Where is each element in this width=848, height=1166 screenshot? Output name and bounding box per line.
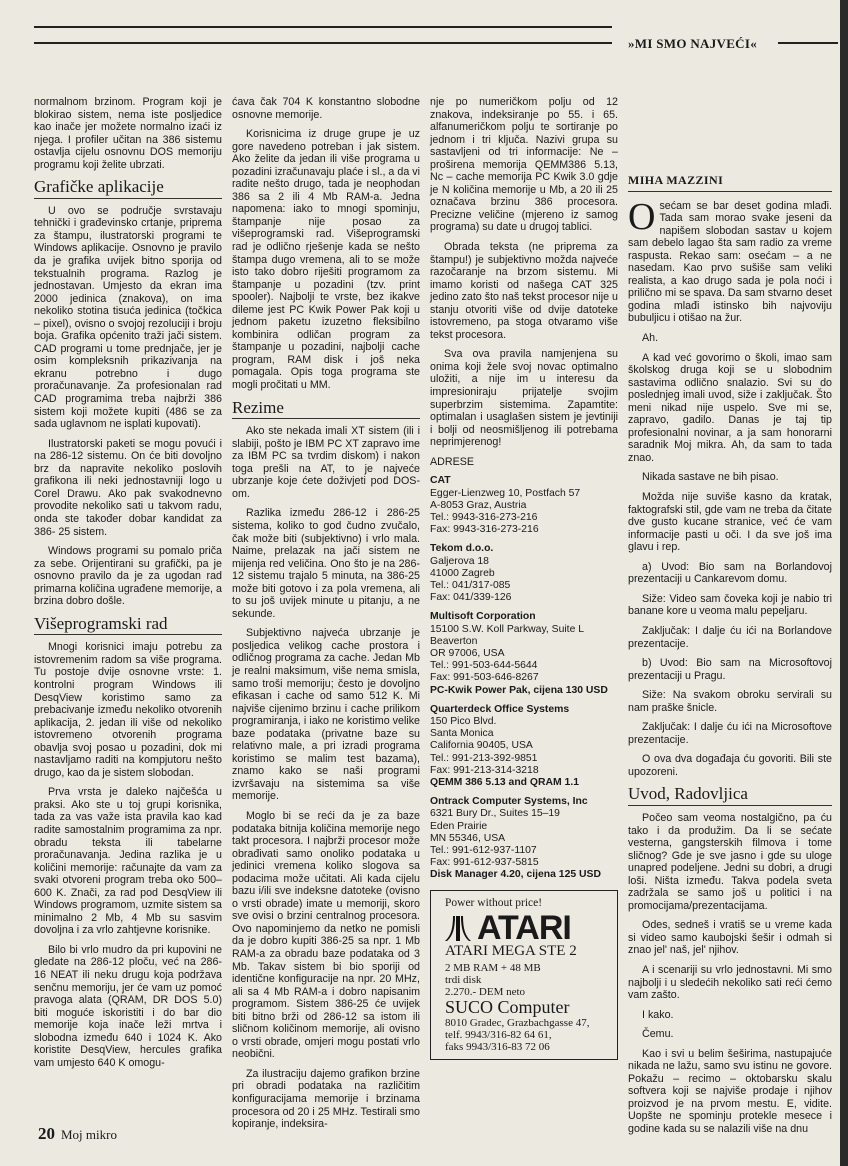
address-line: Multisoft Corporation [430, 611, 536, 623]
ad-disk: trdi disk [445, 973, 482, 986]
col1-paragraph: U ovo se područje svrstavaju tehnički i građevinsko crtanje, priprema za štampu, ilustratorski programi te Windows aplikacije. Osnovno je pravilo da je grafika uvijek bitno sporija od tekstualnih programa. Razlog je jednostavan. Umjesto da ekran ima 2000 jedinica (znakova), on ima nekoliko stotina tisuća jedinica (točkica – pixel), ovisno o svojoj rezoluciji i broju boja. Grafika općenito traži jači sistem. CAD programi u tome prednjače, jer je osim kompleksnih prikazivanja na ekranu potrebno i dugo proračunavanje. Za profesionalan rad CAD programima treba najbrži 386 sistem koji možete kupiti (486 se za sada uglavnom ne isplati kupovati). [34, 204, 222, 431]
magazine-name: Moj mikro [61, 1127, 117, 1142]
address-ontrack [430, 796, 618, 881]
col4-lead-text: sećam se bar deset godina mlađi. Tada sam morao svake jeseni da napišem slobodan sastav u kojem sam debelo lagao šta sam radio za vreme raspusta. Rekao sam: osećam – a ne nasedam. Kao prvo sušiše sam veliki realista, a kao drugo sada je pola noći i prilično mi se spava. Da sam stvarno deset godina mlađi istinsko bih najvoviju bubuljicu i otišao na žur. [628, 199, 832, 325]
address-line: 6321 Bury Dr., Suites 15–19 [430, 808, 560, 820]
column-3 [430, 96, 618, 1060]
heading-viseprogramski-rad: Višeprogramski rad [34, 618, 222, 636]
col2-intro: ćava čak 704 K konstantno slobodne osnovne memorije. [232, 96, 420, 121]
col4-paragraph: Zaključak: I dalje ću ići na Microsoftove prezentacije. [628, 721, 832, 746]
col4-paragraph: Počeo sam veoma nostalgično, pa ću tako i da produžim. Da li se sećate vesterna, gangsterskih filmova i tome sličnog? Gde je sve jasno i gde su uloge unapred podeljene. Jedni su dobri, a drugi loši. Ništa između. Takva podela sveta zadržala se samo još u politici i na promocijama/prezentacijama. [628, 811, 832, 912]
address-line: OR 97006, USA [430, 647, 505, 659]
column-1 [34, 96, 222, 1076]
col4-paragraph: a) Uvod: Bio sam na Borlandovoj prezentaciji u Cankarevom domu. [628, 560, 832, 586]
drop-cap: O [628, 195, 656, 238]
col4-paragraph: Ah. [642, 332, 659, 345]
col4-paragraph: Zaključak: I dalje ću ići na Borlandove prezentacije. [628, 624, 832, 650]
col4-paragraph: Odes, sedneš i vratiš se u vreme kada si video samo kaubojski šešir i odmah si znao jel' naš, jel' njihov. [628, 919, 832, 957]
address-line: 41000 Zagreb [430, 567, 495, 579]
col1-paragraph: Bilo bi vrlo mudro da pri kupovini ne gledate na 286-12 ploču, već na 286-16 NEAT ili neku drugu koja podržava senčnu memoriju, jer će vam uz pomoć pravoga alata (QRAM, DR DOS 5.0) biti moguće iskoristiti i do bar dio memorije koja inače leži mrtva i slobodna između 640 i 1024 K. Ako koristite DesqView, hercules grafika vam umjesto 640 K omogu- [34, 943, 222, 1069]
col1-paragraph: Windows programi su pomalo priča za sebe. Orijentirani su grafički, pa je osnovno pravilo da je za ugodan rad primarna količina ugrađene memorije, a brzina dobro došle. [34, 545, 222, 608]
address-line: Fax: 991-612-937-5815 [430, 857, 539, 869]
address-line: Disk Manager 4.20, cijena 125 USD [430, 869, 601, 881]
address-line: Fax: 991-503-646-8267 [430, 672, 539, 684]
ad-address: 8010 Gradec, Grazbachgasse 47, [445, 1017, 590, 1030]
address-line: Santa Monica [430, 728, 494, 740]
address-line: 15100 S.W. Koll Parkway, Suite L [430, 623, 585, 635]
adrese-label: ADRESE [430, 455, 474, 468]
ad-tel: telf. 9943/316-82 64 61, [445, 1029, 552, 1042]
atari-advertisement [430, 890, 618, 1061]
address-line: Tel.: 991-213-392-9851 [430, 752, 538, 764]
col4-paragraph: Kao i svi u belim šeširima, nastupajuće nikada ne lažu, samo svu istinu ne govore. Pokažu – recimo – oktobarsku skalu softvera koji se najviše prodaje i njihov proizvod je na prvom mestu. E, vidite. Uopšte ne spominju protekle mesece i godine kada su se nalazili više na dnu [628, 1047, 832, 1135]
col3-intro: nje po numeričkom polju od 12 znakova, indeksiranje po 55. i 65. alfanumeričkom polju te sortiranje po jednom i tri ključa. Nazivi grupa su sastavljeni od tri informacije: Ne – proširena memorija QEMM386 5.13, Nc – cache memorija PC Kwik 3.0 gdje je N količina memorije u Mb, a 20 ili 25 označava brzinu 386 procesora. Precizne veličine (mjereno iz samog programa) su date u drugoj tablici. [430, 96, 618, 234]
address-line: MN 55346, USA [430, 832, 506, 844]
col4-paragraph: A i scenariji su vrlo jednostavni. Mi smo najbolji i u sledećih nekoliko sati reći ćemo vam zašto. [628, 963, 832, 1002]
ad-specs: 2 MB RAM + 48 MB [445, 961, 541, 974]
ad-tagline: Power without price! [445, 896, 543, 909]
top-rule-right [778, 42, 838, 44]
address-line: Tel.: 041/317-085 [430, 579, 511, 591]
heading-uvod-radovljica: Uvod, Radovljica [628, 788, 832, 806]
col4-paragraph: Možda nije suviše kasno da kratak, faktografski stil, gde vam ne treba da čitate dve gusto kucane stranice, već će vam informacije pasti u oči. I da sve još ima glavu i rep. [628, 491, 832, 554]
ad-model: ATARI MEGA STE 2 [445, 943, 577, 960]
ad-price: 2.270.- DEM neto [445, 985, 526, 998]
col2-paragraph: Korisnicima iz druge grupe je uz gore navedeno potreban i jak sistem. Ako želite da jedan ili više programa u pozadini izračunavaju plaće i sl., a da vi radite nešto drugo, tada je neophodan 386 sa 2 ili 4 Mb RAM-a. Jedna napomena: iako to mnogi spominju, štampanje nije posao za višeprogramski rad. Višeprogramski rad je odlično rješenje kada se nešto štampa dugo vremena, ali to se može isto tako dobro riješiti programom za štampanje u pozadini (tzv. print spooler). Najbolji te vrste, bez ikakve dileme jest PC Kwik Power Pak koji u jednom paketu izuzetno fleksibilno kombinira odličan program za štampanje u pozadini, najbolji cache program, RAM disk i još neka pomagala. Opis toga programa ste mogli pročitati u MM. [232, 128, 420, 392]
address-tekom [430, 543, 618, 604]
address-line: Tekom d.o.o. [430, 543, 494, 555]
col4-paragraph: Nikada sastave ne bih pisao. [642, 471, 779, 484]
address-line: Tel.: 9943-316-273-216 [430, 511, 538, 523]
ad-logo-text: ATARI [477, 908, 571, 947]
page-edge [840, 0, 848, 1166]
address-cat [430, 475, 618, 536]
address-multisoft [430, 611, 618, 696]
top-rule-left [34, 26, 612, 28]
col2-paragraph: Razlika između 286-12 i 286-25 sistema, koliko to god čudno zvučalo, čak može biti (subjektivno) i vrlo mala. Naime, prelazak na jači sistem ne mijenja red veličina. Ono što je na 286-12 sistemu trajalo 5 minuta, na 386-25 može biti gotovo i za pola vremena, ali to su još uvijek minute u pitanju, a ne sekunde. [232, 507, 420, 620]
col4-paragraph: b) Uvod: Bio sam na Microsoftovoj prezentaciji u Pragu. [628, 657, 832, 682]
address-line: Ontrack Computer Systems, Inc [430, 796, 588, 808]
col1-intro: normalnom brzinom. Program koji je blokirao sistem, nema iste posljedice kao inače jer možete normalno izaći iz njega. I profiler učitan na 386 sistemu ostavlja cijelu osnovnu DOS memoriju programu koji želite ubrzati. [34, 96, 222, 171]
col4-paragraph: O ova dva događaja ću govoriti. Bili ste upozoreni. [628, 753, 832, 778]
col2-paragraph: Subjektivno najveća ubrzanje je posljedica velikog cache prostora i odličnog programa za cache. Jedan Mb je realni maksimum, više nema smisla, samo troši memoriju; često je dovoljno efikasan i cache od samo 512 K. Mi najviše cijenimo brzinu i cache prilikom programiranja, i iako ne koristimo velike baze podataka (privatne baze su relativno male, a pri izradi programa koristimo se malim test bazama), znamo kako se naši programi izvršavaju na sistemima sa više memorije. [232, 627, 420, 803]
address-line: Quarterdeck Office Systems [430, 703, 570, 715]
col1-paragraph: Prva vrsta je daleko najčešća u praksi. Ako ste u toj grupi korisnika, tada za vas važe ista pravila kao kad radite samostalnim programima za npr. obradu teksta ili tabelarne proračunavanja. Jedina razlika je u količini memorije: računajte da vam za svaki otvoreni program treba oko 500–600 K. Znači, za rad pod DesqView ili Windows programom, uzmite sistem sa minimalno 2 Mb, 4 Mb su sasvim dovoljna i za vrlo zahtjevne korisnike. [34, 786, 222, 937]
address-line: Eden Prairie [430, 820, 488, 832]
col1-paragraph: Ilustratorski paketi se mogu povući i na 286-12 sistemu. On će biti dovoljno brz da napravite nekoliko poslovih grafikona ili neki jednostavniji logo u Corel Drawu. Ako pak svakodnevno provodite nekoliko sati u takvom radu, onda ste također dobar kandidat za 386- 25 sistem. [34, 437, 222, 538]
ad-fax: faks 9943/316-83 72 06 [445, 1041, 550, 1054]
col4-paragraph: Siže: Na svakom obroku servirali su nam praške šnicle. [628, 689, 832, 714]
col2-paragraph: Moglo bi se reći da je za baze podataka bitnija količina memorije nego takt procesora. I najbrži procesor može obrađivati samo onoliko podataka u jedinici vremena koliko slogova sa podacima može učitati. Ali kada cijelu bazu i/ili sve indeksne datoteke (ovisno o vrsti obrade) imate u memoriji, skoro sve ovisi o brzini centralnog procesora. Ovo napominjemo da netko ne pomisli da je dobro kupiti 386-25 sa npr. 1 Mb RAM-a za obradu baze podataka od 3 Mb. Takav sistem bi bio sporiji od identične konfiguracije na npr. 20 MHz, ali sa 4 Mb RAM-a i dobro napisanim programom. Sistem 386-25 će uvijek biti bitno brži od 286-12 sa istom ili sličnom količinom memorije, ali ovisno o vrsti obrade, omjeri mogu postati vrlo neobični. [232, 809, 420, 1061]
page-number: 20 [38, 1124, 55, 1143]
heading-graficke-aplikacije: Grafičke aplikacije [34, 181, 222, 199]
address-line: 150 Pico Blvd. [430, 715, 497, 727]
col3-paragraph: Obrada teksta (ne priprema za štampu!) je subjektivno možda najveće razočaranje na brzom sistemu. Mi imamo koristi od našega CAT 325 jedino zato što naš tekst procesor nije u stanju otvoriti više od dvije datoteke istovremeno, pa stoga otvaramo više tekst procesora. [430, 241, 618, 341]
heading-rezime: Rezime [232, 402, 420, 420]
address-line: Galjerova 18 [430, 555, 489, 567]
address-line: QEMM 386 5.13 and QRAM 1.1 [430, 776, 579, 788]
col4-paragraph: A kad već govorimo o školi, imao sam školskog druga koji se u slobodnim sastavima odlično snalazio. Svi su do poslednjeg imali uvod, siže i zaključak. Što meni nikad nije uspelo. Sve mi se, zapravo, gadilo. Danas je taj tip profesionalni novinar, a ja sam honorarni saradnik Moj mikra. Ah, da sam to tada znao. [628, 351, 832, 464]
top-rule-left-2 [34, 42, 612, 44]
address-line: Fax: 9943-316-273-216 [430, 524, 539, 536]
col4-lead [628, 195, 832, 325]
column-4 [628, 174, 832, 1143]
address-line: Tel.: 991-503-644-5644 [430, 660, 538, 672]
col2-paragraph: Za ilustraciju dajemo grafikon brzine pri obradi podataka na različitim konfiguracijama memorije i brzinama procesora od 20 i 25 MHz. Testirali smo kopiranje, indeksira- [232, 1067, 420, 1131]
col3-paragraph: Sva ova pravila namjenjena su onima koji žele svoj novac optimalno uložiti, a nije im u interesu da impresioniraju prijatelje svojim superbrzim sistemima. Zapamtite: optimalan i usaglašen sistem je jevtiniji i bolji od neosmišljenog ili potrebama neprimjerenog! [430, 348, 618, 449]
address-line: CAT [430, 475, 451, 487]
author-byline: MIHA MAZZINI [628, 174, 832, 192]
address-line: Tel.: 991-612-937-1107 [430, 845, 537, 856]
address-line: Fax: 991-213-314-3218 [430, 764, 539, 776]
col4-paragraph: Čemu. [642, 1028, 674, 1041]
address-line: Beaverton [430, 635, 478, 647]
address-quarterdeck [430, 704, 618, 789]
col1-paragraph: Mnogi korisnici imaju potrebu za istovremenim radom sa više programa. Tu postoje dvije osnovne vrste: 1. kontrolni program Windows ili DesqView koristimo samo za prebacivanje između nekoliko otvorenih aplikacija, 2. jedan ili više od nekoliko istovremeno otvorenih programa obavlja svoj posao u pozadini, dok mi nastavljamo raditi na kompjutoru nešto drugo, kao da je sistem slobodan. [34, 641, 222, 779]
col4-paragraph: Siže: Video sam čoveka koji je nabio tri banane kore u veoma malu pepeljaru. [628, 592, 832, 618]
address-line: Fax: 041/339-126 [430, 592, 512, 604]
col2-paragraph: Ako ste nekada imali XT sistem (ili i slabiji, pošto je IBM PC XT zapravo ime za IBM PC sa tvrdim diskom) i nakon toga prešli na AT, to je najveće ubrzanje koje ćete doživjeti pod DOS-om. [232, 425, 420, 500]
address-line: A-8053 Graz, Austria [430, 499, 527, 511]
atari-logo [445, 908, 607, 947]
col4-paragraph: I kako. [642, 1008, 674, 1021]
ad-seller: SUCO Computer [445, 996, 570, 1017]
address-line: Egger-Lienzweg 10, Postfach 57 [430, 487, 581, 499]
address-line: PC-Kwik Power Pak, cijena 130 USD [430, 684, 608, 696]
page-footer [38, 1124, 117, 1144]
atari-fuji-icon [445, 915, 471, 941]
column-2 [232, 96, 420, 1138]
address-line: California 90405, USA [430, 740, 533, 752]
section-title: »MI SMO NAJVEĆI« [628, 36, 758, 51]
